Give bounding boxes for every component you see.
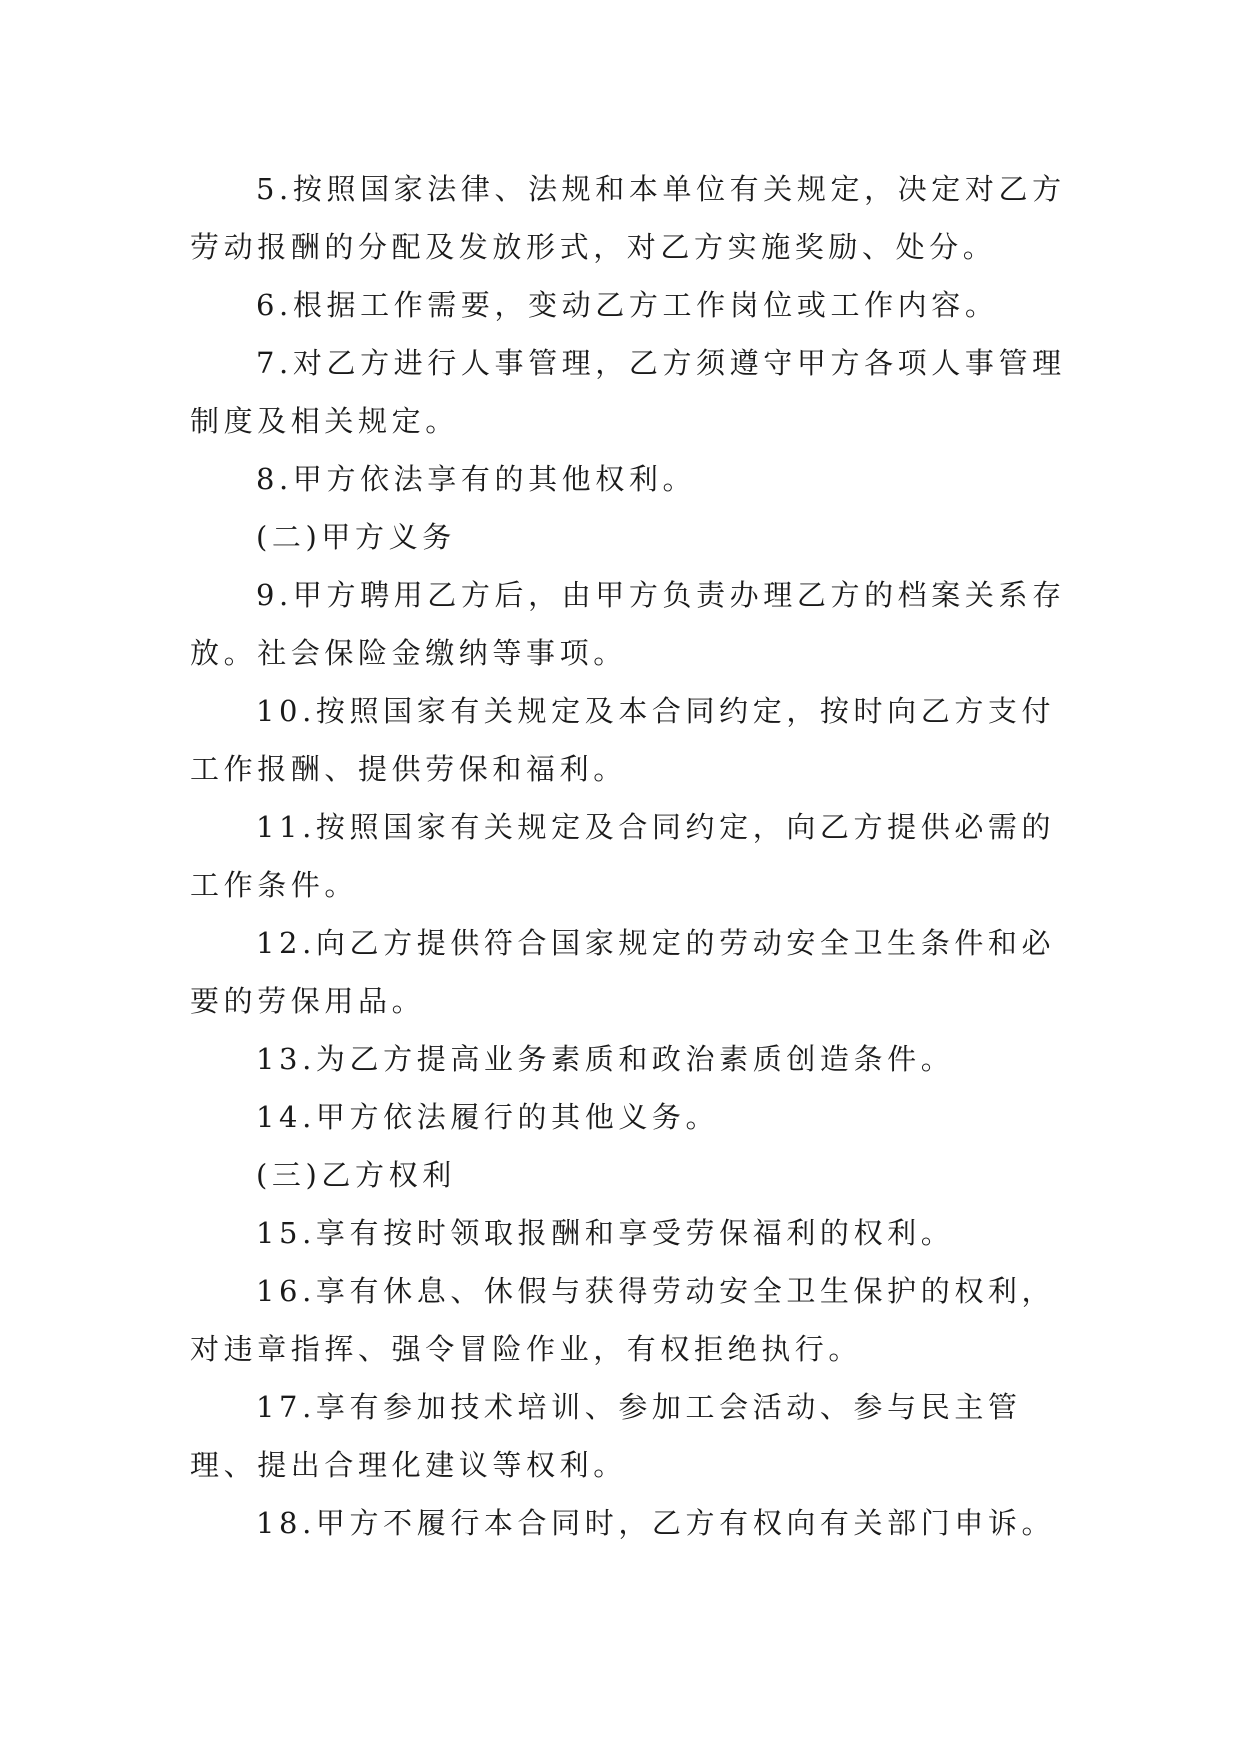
paragraph-item-17: 17.享有参加技术培训、参加工会活动、参与民主管理、提出合理化建议等权利。 [190,1390,1022,1482]
document-body [190,160,1070,1552]
paragraph-item-5: 5.按照国家法律、法规和本单位有关规定，决定对乙方劳动报酬的分配及发放形式，对乙方实施奖励、处分。 [190,172,1066,264]
paragraph-item-7: 7.对乙方进行人事管理，乙方须遵守甲方各项人事管理制度及相关规定。 [190,346,1066,438]
paragraph-item-13: 13.为乙方提高业务素质和政治素质创造条件。 [256,1042,955,1076]
paragraph-item-16: 16.享有休息、休假与获得劳动安全卫生保护的权利，对违章指挥、强令冒险作业，有权拒绝执行。 [190,1274,1056,1366]
paragraph-item-15: 15.享有按时领取报酬和享受劳保福利的权利。 [256,1216,955,1250]
section-heading-party-a-obligations: (二)甲方义务 [256,520,456,554]
paragraph-item-10: 10.按照国家有关规定及本合同约定，按时向乙方支付工作报酬、提供劳保和福利。 [190,694,1056,786]
paragraph-item-18: 18.甲方不履行本合同时，乙方有权向有关部门申诉。 [256,1506,1056,1540]
paragraph-item-11: 11.按照国家有关规定及合同约定，向乙方提供必需的工作条件。 [190,810,1056,902]
section-heading-party-b-rights: (三)乙方权利 [256,1158,456,1192]
paragraph-item-8: 8.甲方依法享有的其他权利。 [256,462,697,496]
paragraph-item-6: 6.根据工作需要，变动乙方工作岗位或工作内容。 [256,288,999,322]
paragraph-item-12: 12.向乙方提供符合国家规定的劳动安全卫生条件和必要的劳保用品。 [190,926,1056,1018]
paragraph-item-14: 14.甲方依法履行的其他义务。 [256,1100,720,1134]
paragraph-item-9: 9.甲方聘用乙方后，由甲方负责办理乙方的档案关系存放。社会保险金缴纳等事项。 [190,578,1066,670]
